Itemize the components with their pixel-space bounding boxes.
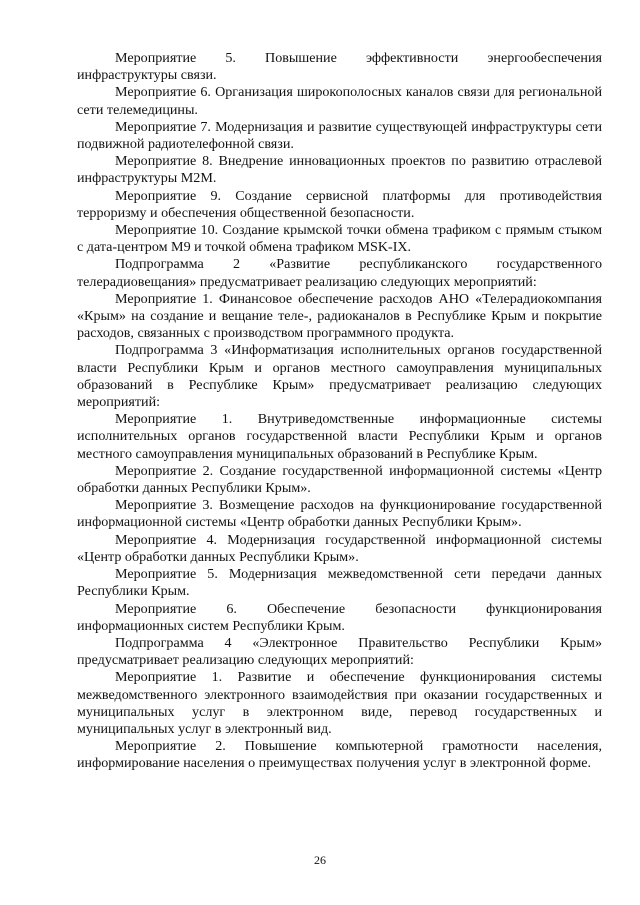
paragraph-subprogram-4: Подпрограмма 4 «Электронное Правительство Республики Крым» предусматривает реализацию следующих мероприятий:: [77, 634, 602, 669]
paragraph-subprogram-2: Подпрограмма 2 «Развитие республиканского государственного телерадиовещания» предусматривает реализацию следующих мероприятий:: [77, 256, 602, 290]
paragraph-subprogram-2-activity-1: Мероприятие 1. Финансовое обеспечение расходов АНО «Телерадиокомпания «Крым» на создание и вещание теле-, радиоканалов в Республике Крым и покрытие расходов, связанных с производством программного продукта.: [77, 290, 602, 342]
paragraph-activity-7-mobile-network: Мероприятие 7. Модернизация и развитие существующей инфраструктуры сети подвижной радиотелефонной связи.: [77, 118, 602, 153]
paragraph-subprogram-4-activity-1: Мероприятие 1. Развитие и обеспечение функционирования системы межведомственного электронного взаимодействия при оказании государственных и муниципальных услуг в электронном виде, перевод государственных и муниципальных услуг в электронный вид.: [77, 669, 602, 737]
document-page: [77, 50, 602, 773]
paragraph-subprogram-3-activity-3: Мероприятие 3. Возмещение расходов на функционирование государственной информационной системы «Центр обработки данных Республики Крым».: [77, 497, 602, 531]
paragraph-activity-10-traffic-exchange: Мероприятие 10. Создание крымской точки обмена трафиком с прямым стыком с дата-центром М9 и точкой обмена трафиком MSK-IX.: [77, 222, 602, 256]
paragraph-activity-9-security-platform: Мероприятие 9. Создание сервисной платформы для противодействия терроризму и обеспечения общественной безопасности.: [77, 187, 602, 221]
paragraph-subprogram-3-activity-6: Мероприятие 6. Обеспечение безопасности функционирования информационных систем Республики Крым.: [77, 600, 602, 634]
paragraph-subprogram-3: Подпрограмма 3 «Информатизация исполнительных органов государственной власти Республики Крым и органов местного самоуправления муниципальных образований в Республике Крым» предусматривает реализацию следующих мероприятий:: [77, 342, 602, 411]
paragraph-subprogram-3-activity-5: Мероприятие 5. Модернизация межведомственной сети передачи данных Республики Крым.: [77, 566, 602, 600]
paragraph-activity-6-telemedicine: Мероприятие 6. Организация широкополосных каналов связи для региональной сети телемедицины.: [77, 84, 602, 118]
paragraph-subprogram-3-activity-1: Мероприятие 1. Внутриведомственные информационные системы исполнительных органов государственной власти Республики Крым и органов местного самоуправления муниципальных образований в Республике Крым.: [77, 411, 602, 462]
paragraph-activity-5-energy: Мероприятие 5. Повышение эффективности энергообеспечения инфраструктуры связи.: [77, 50, 602, 84]
paragraph-subprogram-3-activity-4: Мероприятие 4. Модернизация государственной информационной системы «Центр обработки данных Республики Крым».: [77, 531, 602, 565]
paragraph-subprogram-3-activity-2: Мероприятие 2. Создание государственной информационной системы «Центр обработки данных Республики Крым».: [77, 462, 602, 497]
paragraph-activity-8-m2m: Мероприятие 8. Внедрение инновационных проектов по развитию отраслевой инфраструктуры M2M.: [77, 153, 602, 187]
paragraph-subprogram-4-activity-2: Мероприятие 2. Повышение компьютерной грамотности населения, информирование населения о преимуществах получения услуг в электронной форме.: [77, 738, 602, 772]
page-number: 26: [314, 853, 326, 867]
